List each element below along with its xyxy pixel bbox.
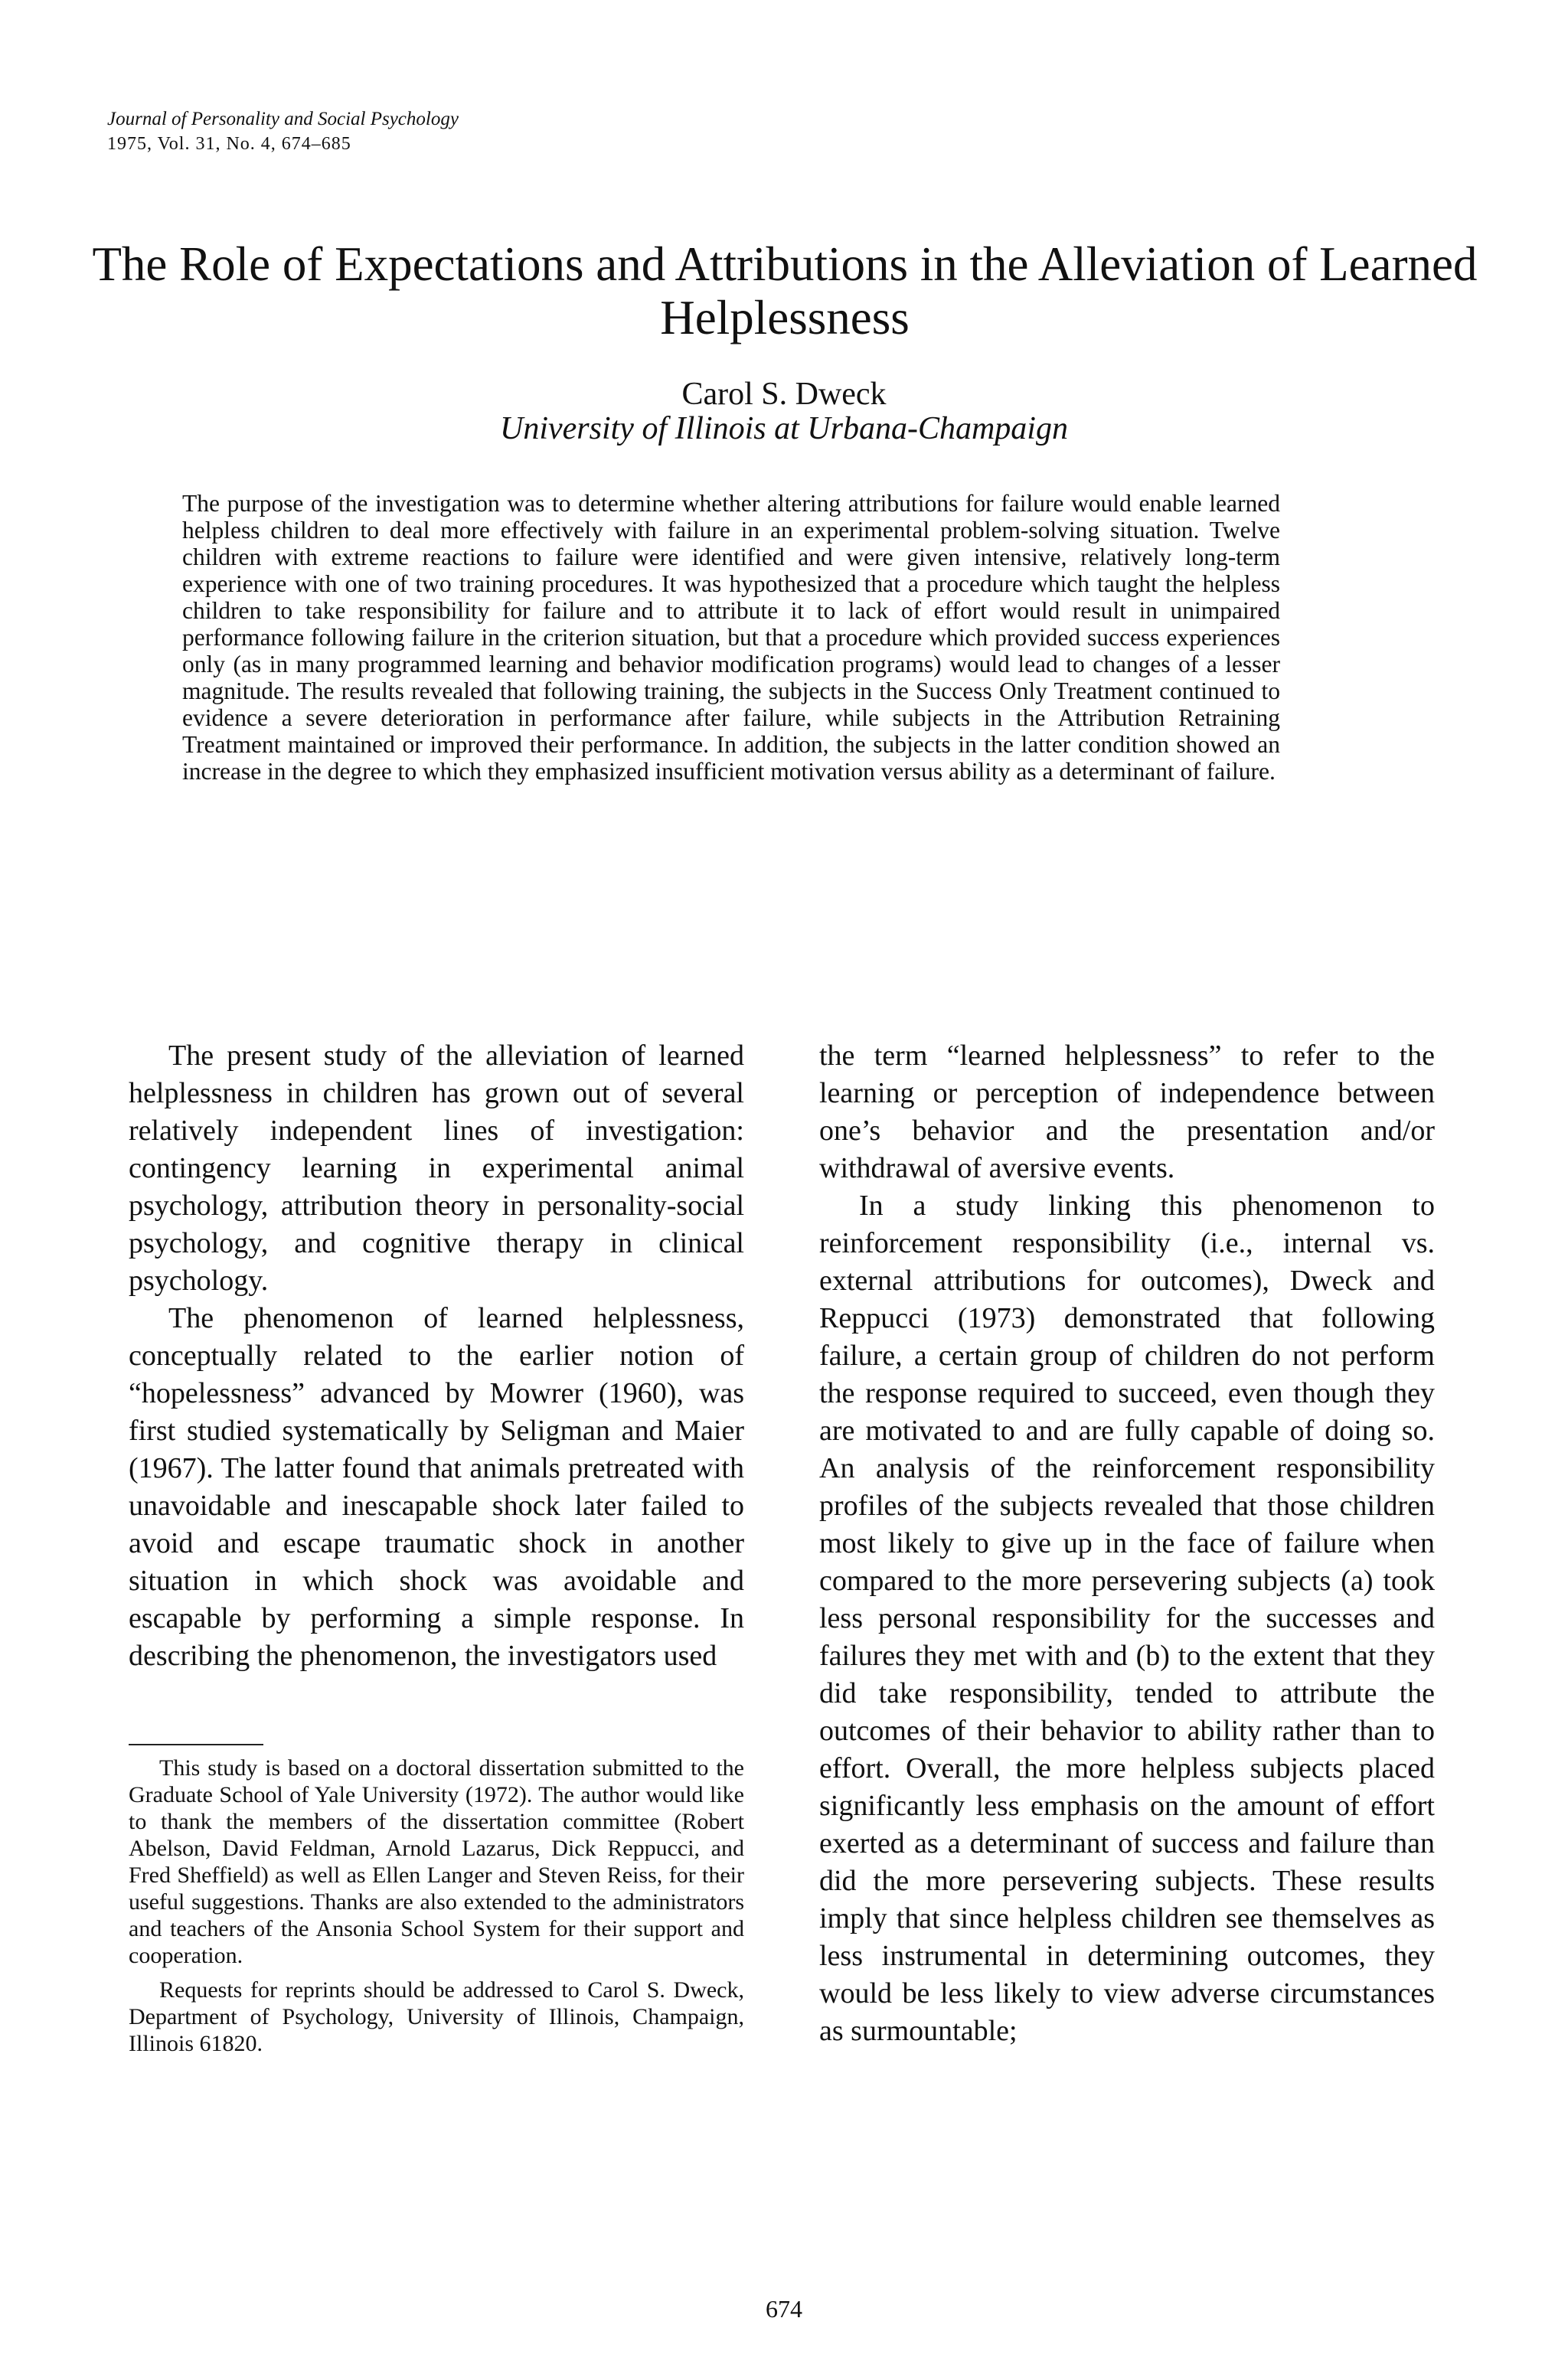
body-paragraph: In a study linking this phenomenon to reinforcement responsibility (i.e., internal vs. external attributions for outcomes), Dweck and Reppucci (1973) demonstrated that following failure, a certain group of children do not perform the response required to succeed, even though they are motivated to and are fully capable of doing so. An analysis of the reinforcement responsibility profiles of the subjects revealed that those children most likely to give up in the face of failure when compared to the more persevering subjects (a) took less personal responsibility for the successes and failures they met with and (b) to the extent that they did take responsibility, tended to attribute the outcomes of their behavior to ability rather than to effort. Overall, the more helpless subjects placed significantly less emphasis on the amount of effort exerted as a determinant of success and failure than did the more persevering subjects. These results imply that since helpless children see themselves as less instrumental in determining outcomes, they would be less likely to view adverse circumstances as surmountable;	[819, 1190, 1435, 2047]
article-title: The Role of Expectations and Attributions in the Alleviation of Learned Helplessness	[92, 237, 1478, 344]
author-affiliation: University of Illinois at Urbana-Champaign	[500, 411, 1068, 446]
abstract: The purpose of the investigation was to determine whether altering attributions for failure would enable learned helpless children to deal more effectively with failure in an experimental problem-solving situation. Twelve children with extreme reactions to failure were identified and were given intensive, relatively long-term experience with one of two training procedures. It was hypothesized that a procedure which taught the helpless children to take responsibility for failure and to attribute it to lack of effort would result in unimpaired performance following failure in the criterion situation, but that a procedure which provided success experiences only (as in many programmed learning and behavior modification programs) would lead to changes of a lesser magnitude. The results revealed that following training, the subjects in the Success Only Treatment continued to evidence a severe deterioration in performance after failure, while subjects in the Attribution Retraining Treatment maintained or improved their performance. In addition, the subjects in the latter condition showed an increase in the degree to which they emphasized insufficient motivation versus ability as a determinant of failure.	[182, 490, 1280, 785]
body-column-right	[819, 1037, 1435, 2050]
body-paragraph: The present study of the alleviation of learned helplessness in children has grown out of several relatively independent lines of investigation: contingency learning in experimental animal psychology, attribution theory in personality-social psychology, and cognitive therapy in clinical psychology.	[129, 1040, 744, 1297]
footnote-divider	[129, 1744, 263, 1745]
footnotes	[129, 1755, 744, 2057]
body-paragraph: the term “learned helplessness” to refer to the learning or perception of independence between one’s behavior and the presentation and/or withdrawal of aversive events.	[819, 1040, 1435, 1184]
body-paragraph: The phenomenon of learned helplessness, conceptually related to the earlier notion of “hopelessness” advanced by Mowrer (1960), was first studied systematically by Seligman and Maier (1967). The latter found that animals pretreated with unavoidable and inescapable shock later failed to avoid and escape traumatic shock in another situation in which shock was avoidable and escapable by performing a simple response. In describing the phenomenon, the investigators used	[129, 1302, 744, 1672]
page-number: 674	[766, 2295, 802, 2323]
footnote-reprints: Requests for reprints should be addressed to Carol S. Dweck, Department of Psychology, University of Illinois, Champaign, Illinois 61820.	[129, 1977, 744, 2056]
author-name: Carol S. Dweck	[681, 377, 887, 412]
footnote-acknowledgment: This study is based on a doctoral dissertation submitted to the Graduate School of Yale University (1972). The author would like to thank the members of the dissertation committee (Robert Abelson, David Feldman, Arnold Lazarus, Dick Reppucci, and Fred Sheffield) as well as Ellen Langer and Steven Reiss, for their useful suggestions. Thanks are also extended to the administrators and teachers of the Ansonia School System for their support and cooperation.	[129, 1755, 744, 1968]
body-column-left	[129, 1037, 744, 1675]
journal-citation: 1975, Vol. 31, No. 4, 674–685	[107, 134, 351, 154]
journal-name: Journal of Personality and Social Psychology	[107, 109, 459, 129]
